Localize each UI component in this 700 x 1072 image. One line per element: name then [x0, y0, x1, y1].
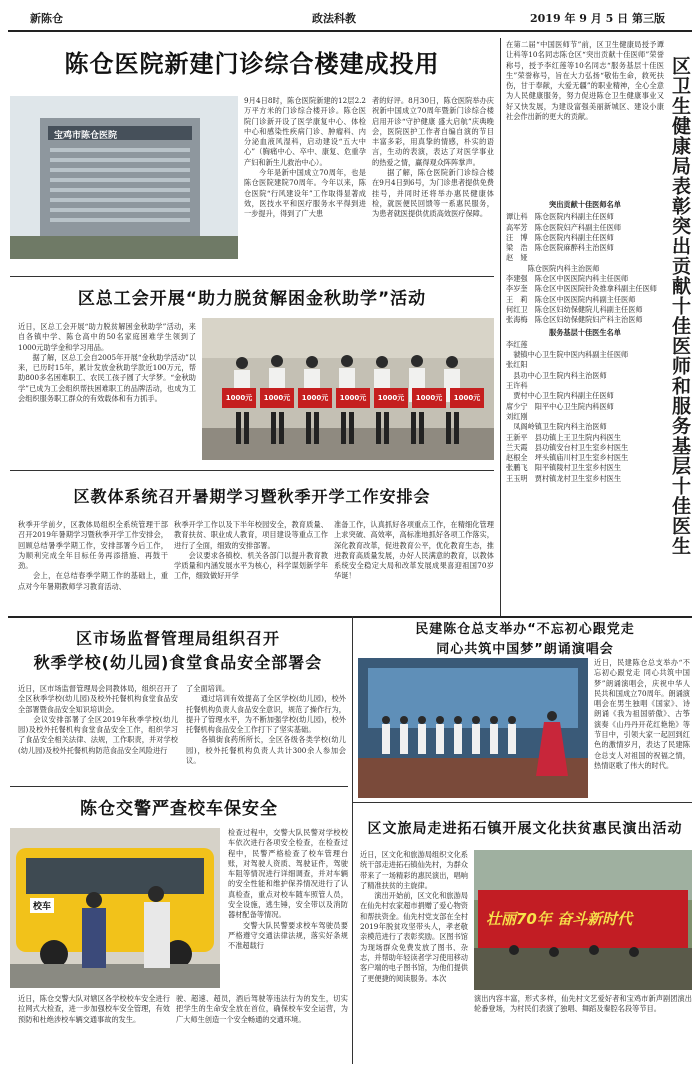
- doctors-intro: 在第二届“中国医师节”前，区卫生健康局授予谭让科等10名同志陈仓区“突出贡献十佳医师”荣誉称号，授予李红莲等10名同志“服务基层十佳医生”荣誉称号，旨在大力弘扬“敬佑生命，救死扶伤，甘于奉献，大爱无疆”的职业精神，全心全意为人民健康服务，努力促进陈仓卫生健康事业又好又快发展，为建设富强美丽新城区、建设小康社会作出新的更大的贡献。: [506, 40, 664, 122]
- column-divider: [352, 802, 353, 1064]
- section-name: 政法科教: [312, 12, 356, 25]
- list-item: 赵根全 坪头镇庙川村卫生室乡村医生: [506, 453, 629, 463]
- list-item: 高军芳 陈仓医院妇产科副主任医师: [506, 222, 622, 232]
- headline-hospital: 陈仓医院新建门诊综合楼建成投用: [64, 50, 440, 78]
- list-item: 张海梅 陈仓区妇幼保健院妇产科主治医师: [506, 315, 643, 325]
- headline-food-safety-l1: 区市场监督管理局组织召开: [75, 629, 280, 648]
- rule: [10, 786, 348, 787]
- donation-board: 1000元: [260, 388, 294, 408]
- header-rule: [8, 30, 692, 32]
- rule: [10, 276, 494, 277]
- bus-sign: 校车: [30, 898, 54, 913]
- list-item: 李岁奎 陈仓区中医医院针灸推拿科副主任医师: [506, 284, 657, 294]
- list-item: 李红莲: [506, 339, 528, 349]
- list-item: 李建强 陈仓区中医医院内科主任医师: [506, 274, 629, 284]
- hospital-photo: [10, 96, 238, 259]
- union-photo: [202, 318, 494, 460]
- list-item: 王新平 县功镇上王卫生院内科医生: [506, 432, 622, 442]
- donation-board: 1000元: [412, 388, 446, 408]
- list-item: 兰天霞 县功镇安台村卫生室乡村医生: [506, 442, 629, 452]
- list-item: 赵 娅: [506, 253, 528, 263]
- list-title: 服务基层十佳医生名单: [549, 327, 621, 337]
- traffic-text-col1: 检查过程中，交警大队民警对学校校车依次进行各项安全检查，在检查过程中，民警严格检查了校车管理台账，对驾驶人资质、驾驶证件，驾驶车阻等情况进行详细调查，并对车辆的安全性能和维护保养情况进行了认真检查，重点对校车随车照管人员，安全设施，逃生锤，安全带以及消防器材配备等情况。 交警大队民警要求校车驾驶员要严格遵守交通法律法规，落实好条规不准超载行: [228, 828, 348, 951]
- list-title: 突出贡献十佳医师名单: [549, 200, 621, 209]
- school-bus-photo: [10, 828, 220, 988]
- headline-recital-l1: 民建陈仓总支举办“不忘初心跟党走: [415, 622, 635, 637]
- list-item: 王 莉 陈仓区中医医院内科副主任医师: [506, 294, 636, 304]
- education-text-col2: 秋季开学工作以及下半年校园安全，教育质量、教育扶贫、职业成人教育，项目建设等重点工作进行了全面，细致的安排部署。 会议要求各镇校、机关各部门以提升教育教学质量和内涵发展水平为核心，科学谋划新学年工作，细致做好开学: [174, 520, 328, 581]
- list-item: 汪 博 陈仓医院内科副主任医师: [506, 232, 614, 242]
- traffic-text-col-bottom: 近日，陈仓交警大队对辖区各学校校车安全进行拉网式大检查，进一步加强校车安全管理，有效预防和杜绝涉校车辆交通事故的发生。: [18, 994, 170, 1024]
- hospital-text-col1: 9月4日8时，陈仓医院新建的12层2.2万平方米的门诊综合楼开诊。陈仓医院门诊新开设了医学康复中心、体检中心和感染性疾病门诊、肿瘤科、内分泌血液风湿科，启动建设“五大中心”（胸痛中心、卒中、康复、危重孕产妇和新生儿救治中心）。 今年是新中国成立70周年，也是陈仓医院建院70周年。今年以来，陈仓医院“行风建设年”工作取得显著成效，医技水平和医疗服务水平得到进一步提升，得到了广大患: [244, 96, 366, 219]
- column-divider: [352, 616, 353, 802]
- list-item: 王玉明 贾村镇龙村卫生室乡村医生: [506, 473, 622, 483]
- list-item: 谭让科 陈仓医院内科副主任医师: [506, 212, 614, 222]
- headline-doctors: 区卫生健康局表彰突出贡献十佳医师和服务基层十佳医生: [669, 56, 691, 556]
- culture-banner: 壮丽70年 奋斗新时代: [486, 910, 633, 928]
- union-text: 近日，区总工会开展“助力脱贫解困金秋助学”活动，来自各镇中学、陈仓高中的50名家庭困难学生领到了1000元助学金和学习用品。 据了解，区总工会自2005年开展“金秋助学活动”以来，已历时15年，累计发放金秋助学款近100万元，帮助800多名困难职工、农民工孩子圆了大学梦。“金秋助学”已成为工会组织帮扶困难职工的品牌活动，也成为工会组织服务职工群众的有效载体和有力抓手。: [18, 322, 196, 404]
- rule: [352, 802, 692, 803]
- education-text-col3: 准备工作，认真抓好各项重点工作，在精细化管理上求突破、高效率，高标准地抓好各项工作落实，深化教育改革，促进教育公平，优化教育生态，推进教育高质量发展，办好人民满意的教育，以教体系统安全稳定大局和改革发展成果喜迎祖国70岁华诞！: [334, 520, 494, 581]
- headline-education: 区教体系统召开暑期学习暨秋季开学工作安排会: [73, 487, 431, 506]
- list-item: 虢镇中心卫生院中医内科副主任医师: [506, 350, 629, 360]
- culture-text-col1: 近日，区文化和旅游局组织文化系统干部走进拓石镇仙先村，为群众带来了一场精彩的惠民演出，唱响了精准扶贫的主旋律。 演出开始前，区文化和旅游局在仙先村农家超市捐赠了爱心物资和帮扶资金。仙先村党支部在全村2019年脱贫攻坚带头人，孝老敬亲模范进行了表彰奖励。区图书馆为现场群众免费发放了图书、杂志，并帮助年轻读者学习使用移动客户端的电子图书馆，为他们提供了更便捷的阅读服务。本次: [360, 850, 468, 983]
- list-item: 张鹏飞 阳平镇陵村卫生室乡村医生: [506, 463, 622, 473]
- traffic-text-col2: 驶、超速、超员，酒后驾驶等违法行为的发生，切实把学生的生命安全放在首位，确保校车安全运营，为广大师生创造一个安全畅通的交通环境。: [176, 994, 348, 1024]
- list-item: 县功中心卫生院内科主治医师: [506, 370, 607, 380]
- donation-board: 1000元: [374, 388, 408, 408]
- education-text-col1: 秋季开学前夕，区教体局组织全系统管理干部召开2019年暑期学习暨秋季开学工作安排会，回顾总结暑季学期工作，安排部署今后工作，为顺利完成全年目标任务再添措施、再鼓干劲。 会上，在总结春季学期工作的基础上，重点对今年暑期教师学习教育活动、: [18, 520, 168, 591]
- donation-board: 1000元: [450, 388, 484, 408]
- headline-recital-l2: 同心共筑中国梦”朗诵演唱会: [436, 642, 614, 657]
- list-item: 何红卫 陈仓区妇幼保健院儿科副主任医师: [506, 304, 643, 314]
- page-number: 第三版: [632, 12, 665, 25]
- recital-text: 近日，民建陈仓总支举办“不忘初心跟党走 同心共筑中国梦”朗诵演唱会，庆祝中华人民共和国成立70周年。朗诵演唱会在男生独唱《国家》、诗朗诵《我为祖国骄傲》、古筝演奏《山丹丹开花红艳艳》等节目中，引领大家一起回到红色的激情岁月，表达了民建陈仓总支人对祖国的祝福之情，热情讴歌了伟大的时代。: [594, 658, 690, 770]
- list-item: 张红阳: [506, 360, 528, 370]
- headline-union: 区总工会开展“助力脱贫解困金秋助学”活动: [77, 289, 427, 309]
- donation-board: 1000元: [336, 388, 370, 408]
- hospital-text-col2: 者的好评。8月30日，陈仓医院举办庆祝新中国成立70周年暨新门诊综合楼启用开诊“守护健康 盛大启航”庆典晚会，医院医护工作者自编自演的节目丰富多彩，用真挚的情感，朴实的语言，生动的表演，表达了对医学事业的热爱之情，赢得观众阵阵掌声。 据了解，陈仓医院新门诊综合楼在9月4日到6号，为门诊患者提供免费挂号，并同时还将举办惠民健康体检，就医便民回馈等一系惠民服务，为患者就医提供优质高效医疗保障。: [372, 96, 494, 219]
- donation-board: 1000元: [298, 388, 332, 408]
- list-item: 席少宁 阳平中心卫生院内科医师: [506, 401, 614, 411]
- culture-photo: [474, 850, 692, 990]
- list-item: 刘红刚: [506, 411, 528, 421]
- column-divider: [500, 38, 501, 616]
- list-item: 凤阁岭镇卫生院内科主治医师: [506, 422, 607, 432]
- recital-photo: [358, 658, 588, 798]
- rule: [10, 470, 494, 471]
- donation-board: 1000元: [222, 388, 256, 408]
- headline-food-safety-l2: 秋季学校(幼儿园)食堂食品安全部署会: [33, 653, 323, 672]
- culture-text-col2: 演出内容丰富，形式多样，仙先村文艺爱好者和宝鸡市新声剧团演出轮番登场，为村民们表演了独唱、舞蹈及秦腔名段等节目。: [474, 994, 692, 1014]
- list-item: 王许科: [506, 381, 528, 391]
- issue-date: 2019 年 9 月 5 日: [530, 12, 629, 25]
- hospital-sign: 宝鸡市陈仓医院: [54, 131, 118, 141]
- headline-culture: 区文旅局走进拓石镇开展文化扶贫惠民演出活动: [367, 821, 683, 837]
- list-item: 贾村中心卫生院内科副主任医师: [506, 391, 614, 401]
- newspaper-name: 新陈仓: [30, 12, 63, 25]
- donation-boards: [202, 388, 494, 410]
- food-safety-text-col1: 近日，区市场监督管理局会同教体局，组织召开了全区秋季学校(幼儿园)及校外托餐机构食堂食品安全部署暨食品安全知识培训会。 会议安排部署了全区2019年秋季学校(幼儿园)及校外托餐机构食堂食品安全工作，组织学习了食品安全相关法律、法规，工作职责，并对学校(幼儿园)及校外托餐机构防范食品安全风险进行: [18, 684, 178, 755]
- list-item: 梁 浩 陈仓医院麻醉科主治医师: [506, 243, 614, 253]
- list-item: 陈仓医院内科主治医师: [506, 263, 600, 273]
- headline-traffic: 陈仓交警严查校车保安全: [80, 799, 278, 819]
- food-safety-text-col2: 了全面培训。 通过培训有效提高了全区学校(幼儿园)，校外托餐机构负责人食品安全意识，规范了操作行为，提升了管理水平，为不断加强学校(幼儿园)，校外托餐机构食品安全工作打下了坚实基础。 各镇街食药所所长，全区各级各类学校(幼儿园)，校外托餐机构负责人共计300余人参加会议。: [186, 684, 346, 766]
